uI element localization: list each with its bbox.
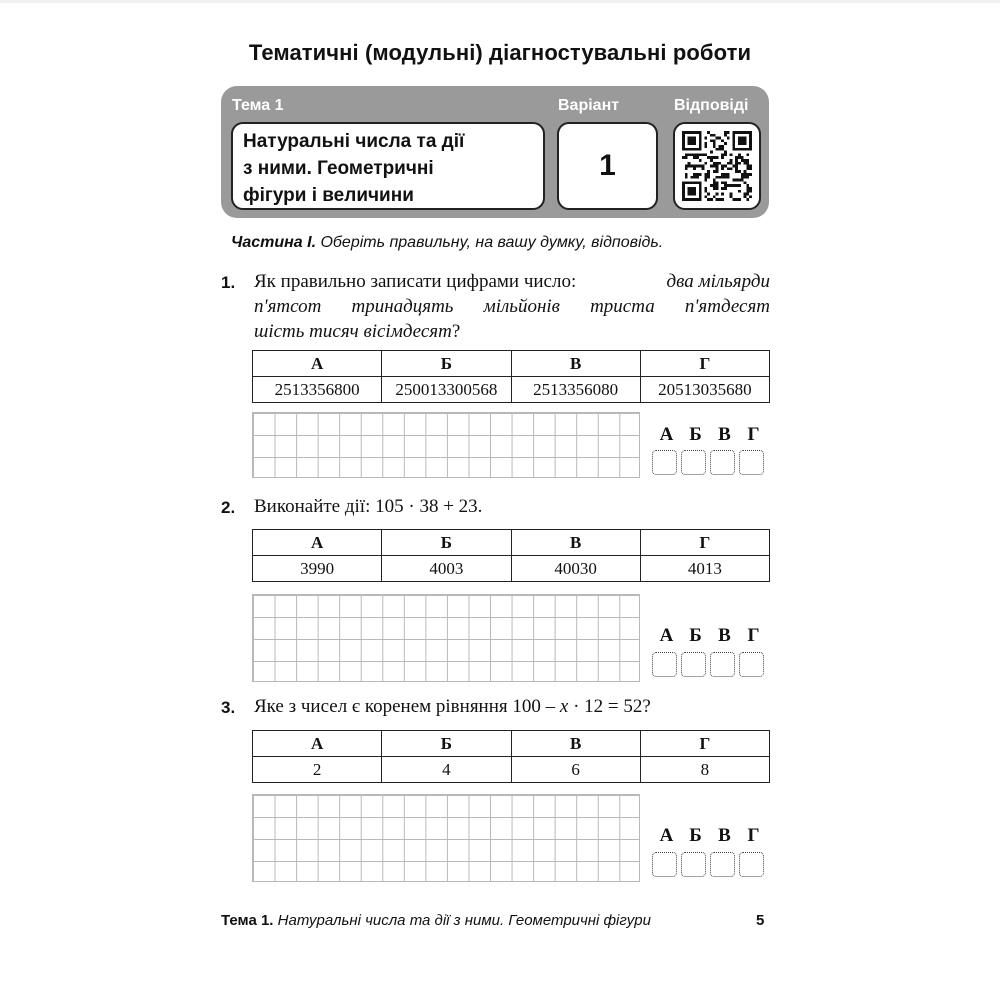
answer-letters (652, 825, 768, 847)
question-text (254, 694, 651, 719)
answer-letter: Б (689, 825, 702, 846)
part-instruction (231, 234, 663, 252)
qr-code-icon[interactable] (673, 122, 761, 210)
answer-letter: Г (747, 625, 760, 646)
question-text-plain: Яке з чисел є коренем рівняння 100 – (254, 696, 556, 717)
options-table (252, 529, 770, 582)
question-number: 3. (221, 698, 236, 717)
option-letter: Б (382, 351, 511, 377)
option-letter: А (253, 351, 382, 377)
question-variable: x (559, 696, 569, 717)
answer-box-a[interactable] (652, 652, 677, 677)
option-letter: В (511, 731, 640, 757)
question-number: 2. (221, 498, 236, 517)
answer-box-a[interactable] (652, 450, 677, 475)
option-value: 4003 (382, 556, 511, 582)
answer-letters (652, 625, 768, 647)
question-text-italic: п'ятсот тринадцять мільйонів триста п'ятдесят (254, 296, 770, 317)
part-label: Частина І. (231, 234, 317, 251)
option-value: 4 (382, 757, 511, 783)
answer-box-b[interactable] (681, 852, 706, 877)
question-text-italic: два мільярди (666, 271, 770, 292)
answer-boxes (652, 652, 764, 677)
option-letter: Б (382, 731, 511, 757)
answer-letter: Б (689, 625, 702, 646)
topic-label: Тема 1 (232, 97, 284, 114)
answer-boxes (652, 852, 764, 877)
answer-letter: Б (689, 424, 702, 445)
option-letter: А (253, 530, 382, 556)
answer-box-g[interactable] (739, 652, 764, 677)
scratch-grid[interactable] (252, 794, 640, 882)
option-letter: Г (640, 530, 769, 556)
option-value: 20513035680 (640, 377, 769, 403)
option-value: 250013300568 (382, 377, 511, 403)
question-text-plain: Як правильно записати цифрами число: (254, 271, 577, 292)
qr-code-image (682, 131, 752, 201)
answer-letter: А (659, 625, 674, 646)
answer-box-v[interactable] (710, 652, 735, 677)
topic-title-line: з ними. Геометричні (243, 158, 434, 179)
question-text: Виконайте дії: 105 · 38 + 23. (254, 496, 483, 517)
option-letter: Б (382, 530, 511, 556)
option-value: 40030 (511, 556, 640, 582)
answer-box-b[interactable] (681, 652, 706, 677)
answer-box-b[interactable] (681, 450, 706, 475)
option-value: 2513356080 (511, 377, 640, 403)
part-instruction-text: Оберіть правильну, на вашу думку, відповідь. (320, 234, 664, 251)
option-value: 6 (511, 757, 640, 783)
answer-box-g[interactable] (739, 852, 764, 877)
page-title: Тематичні (модульні) діагностувальні роботи (248, 40, 752, 65)
option-value: 8 (640, 757, 769, 783)
variant-number: 1 (557, 122, 658, 210)
answer-boxes (652, 450, 764, 475)
question-text (254, 269, 770, 344)
scratch-grid[interactable] (252, 594, 640, 682)
scratch-grid[interactable] (252, 412, 640, 478)
page-top-edge (0, 0, 1000, 3)
option-value: 3990 (253, 556, 382, 582)
footer-label: Тема 1. (221, 912, 274, 929)
question-text-end: · 12 = 52? (573, 696, 651, 717)
answer-letter: В (718, 424, 731, 445)
question-number: 1. (221, 273, 236, 292)
answer-letter: А (659, 424, 674, 445)
answer-letters (652, 424, 768, 446)
footer-text: Натуральні числа та дії з ними. Геометричні фігури (277, 912, 651, 929)
page-footer (221, 912, 651, 929)
option-value: 4013 (640, 556, 769, 582)
option-letter: А (253, 731, 382, 757)
answer-box-v[interactable] (710, 852, 735, 877)
variant-label: Варіант (558, 97, 620, 114)
answer-letter: В (718, 625, 731, 646)
answer-box-g[interactable] (739, 450, 764, 475)
topic-title-line: фігури і величини (243, 185, 414, 206)
option-value: 2 (253, 757, 382, 783)
option-letter: Г (640, 351, 769, 377)
answer-letter: Г (747, 825, 760, 846)
answers-label: Відповіді (674, 97, 749, 114)
options-table (252, 730, 770, 783)
options-table (252, 350, 770, 403)
topic-title-box (231, 122, 545, 210)
question-text-end: ? (451, 321, 461, 342)
answer-letter: Г (747, 424, 760, 445)
question-text-italic: шість тисяч вісімдесят (254, 321, 452, 342)
page-number: 5 (756, 912, 765, 929)
answer-letter: А (659, 825, 674, 846)
option-letter: Г (640, 731, 769, 757)
answer-box-a[interactable] (652, 852, 677, 877)
topic-title-line: Натуральні числа та дії (243, 131, 465, 152)
answer-letter: В (718, 825, 731, 846)
option-value: 2513356800 (253, 377, 382, 403)
option-letter: В (511, 530, 640, 556)
option-letter: В (511, 351, 640, 377)
answer-box-v[interactable] (710, 450, 735, 475)
